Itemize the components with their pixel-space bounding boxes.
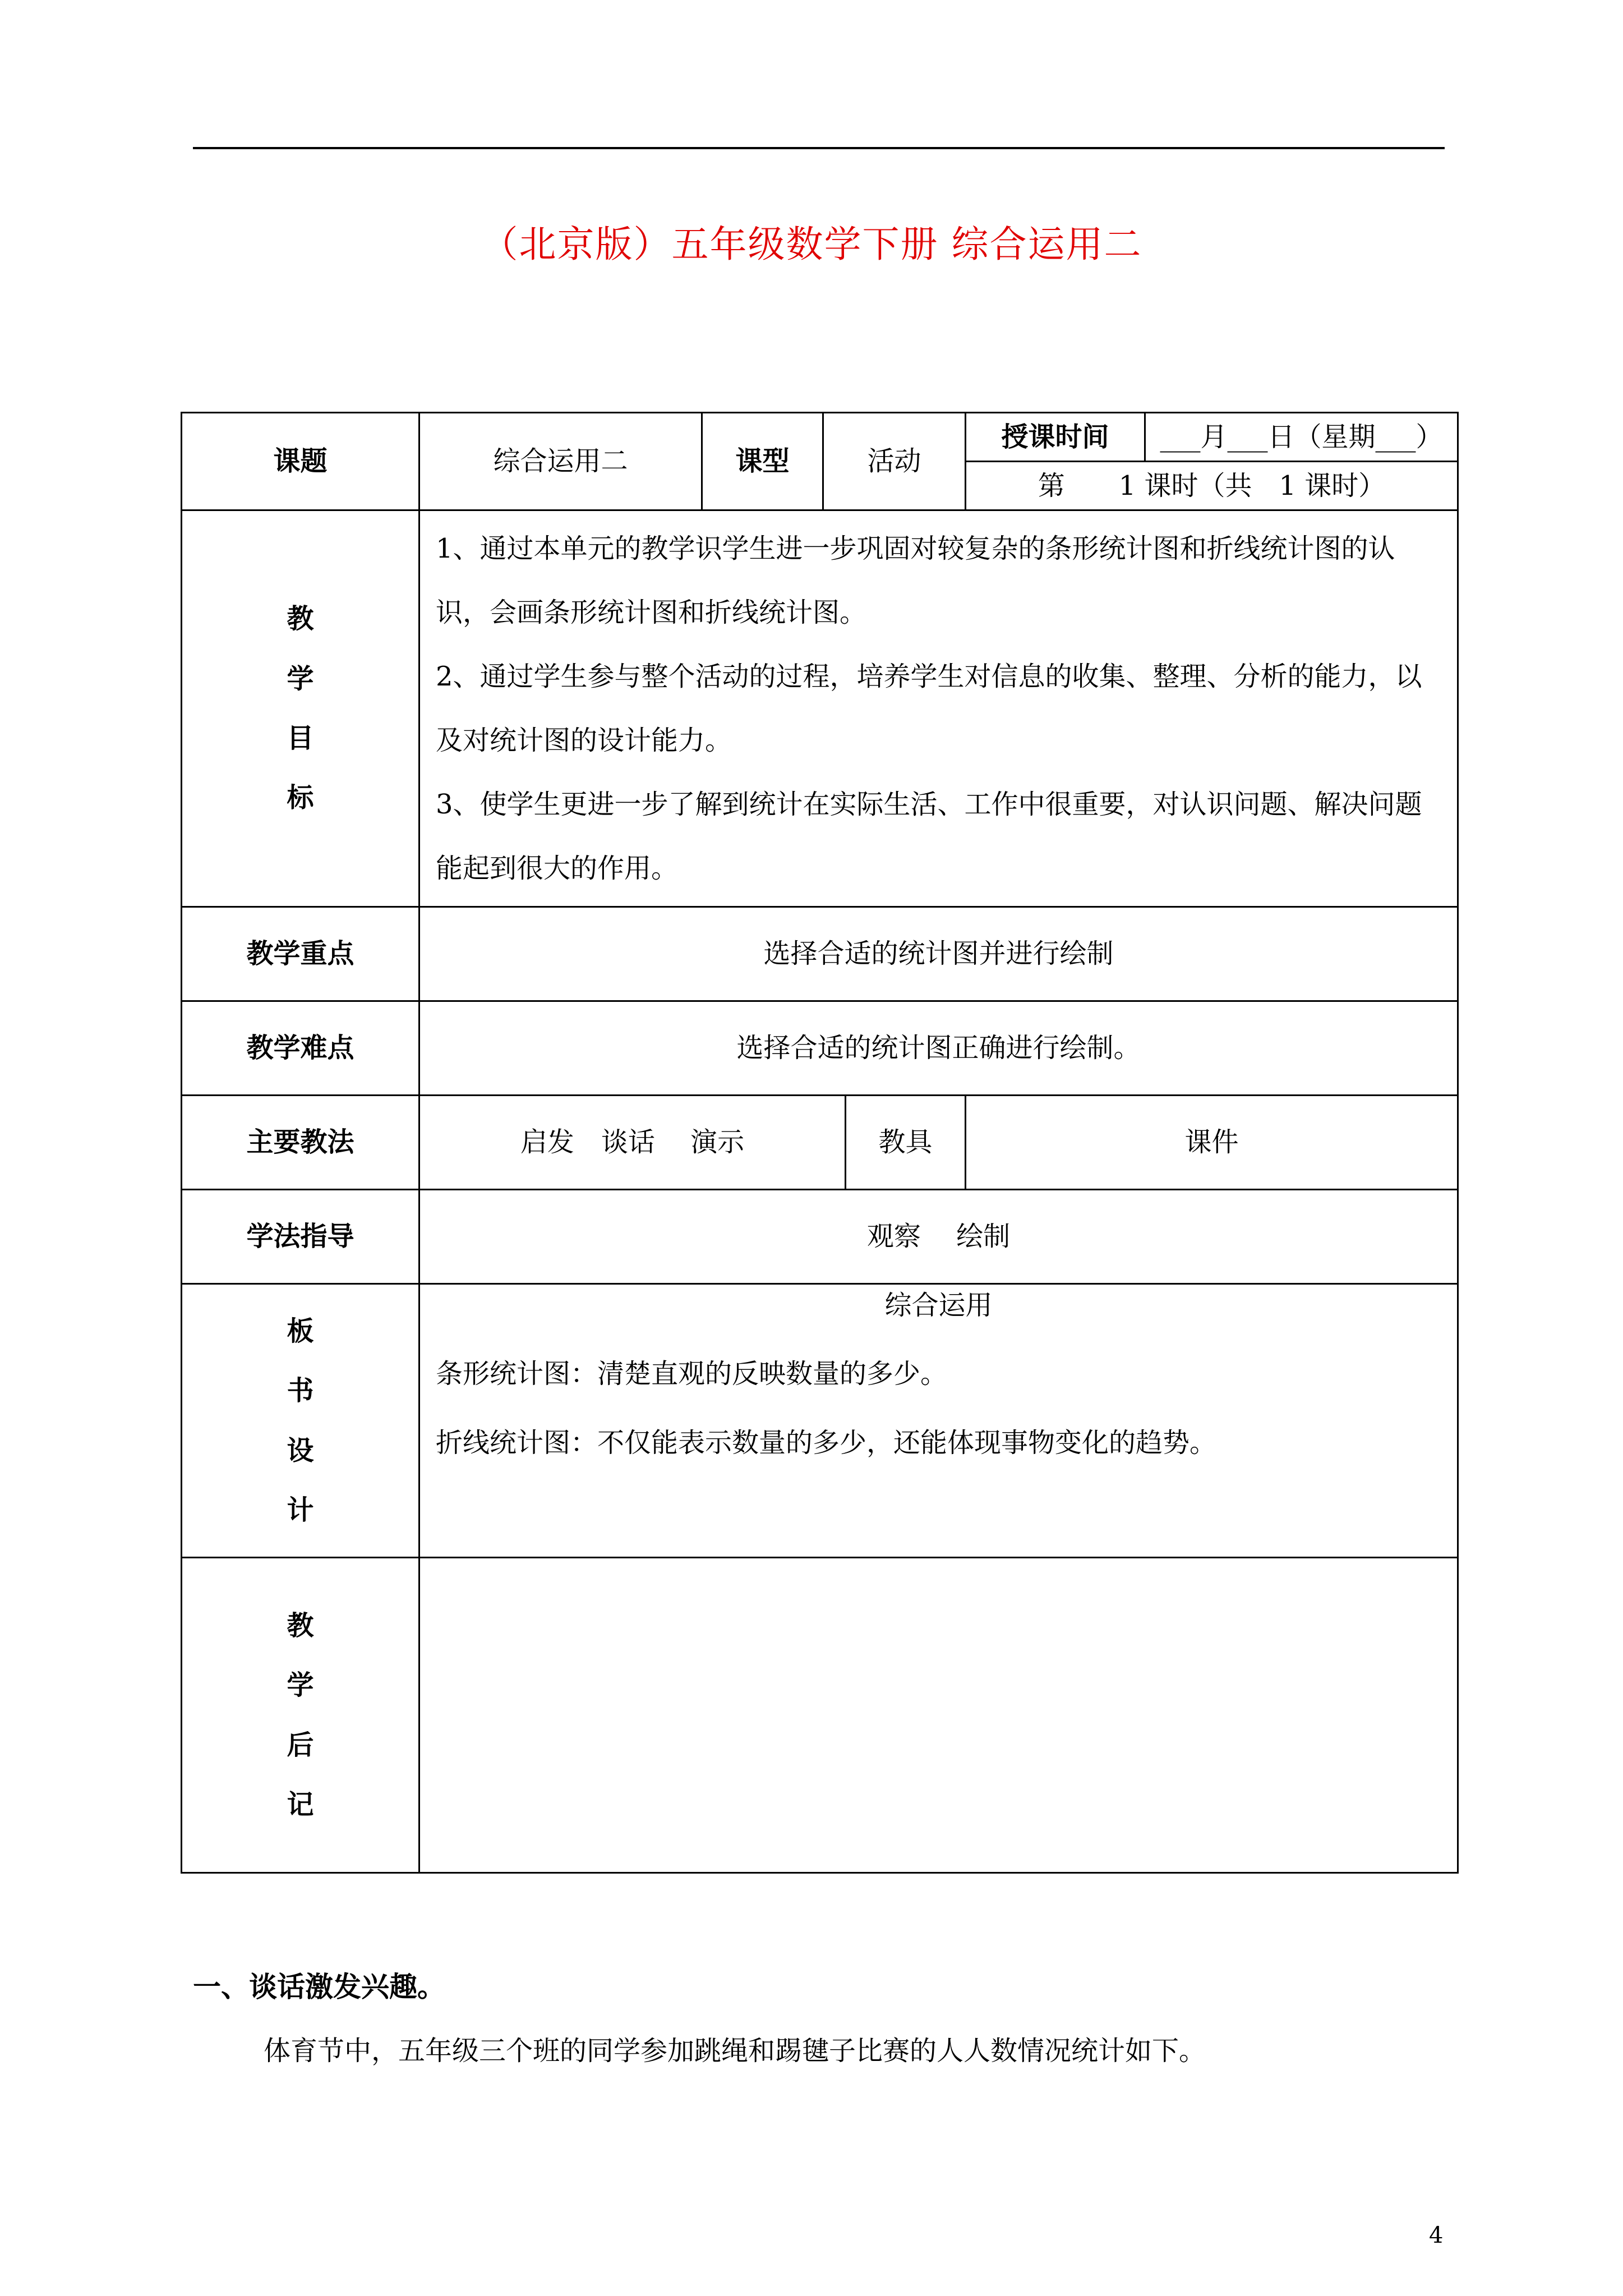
- board-label-char: 设: [287, 1434, 314, 1466]
- type-label: 课型: [702, 413, 823, 510]
- objective-item: 3、使学生更进一步了解到统计在实际生活、工作中很重要，对认识问题、解决问题能起到很大的作用。: [436, 789, 1422, 884]
- key-points-value: 选择合适的统计图并进行绘制: [419, 907, 1458, 1001]
- objective-item: 2、通过学生参与整个活动的过程，培养学生对信息的收集、整理、分析的能力，以及对统计图的设计能力。: [436, 661, 1422, 756]
- time-label: 授课时间: [966, 413, 1145, 462]
- reflection-content: [419, 1558, 1458, 1873]
- reflection-label-char: 记: [287, 1788, 314, 1820]
- aids-label: 教具: [846, 1096, 966, 1190]
- board-label-char: 书: [287, 1375, 314, 1407]
- key-points-label: 教学重点: [182, 907, 419, 1001]
- board-content: [419, 1284, 1458, 1558]
- methods-label: 主要教法: [182, 1096, 419, 1190]
- time-value: ___月___日（星期___）: [1145, 413, 1458, 462]
- topic-value: 综合运用二: [419, 413, 702, 510]
- objectives-label: [182, 510, 419, 907]
- header-rule: [193, 147, 1445, 149]
- board-label-char: 板: [287, 1315, 314, 1347]
- methods-value: 启发 谈话 演示: [419, 1096, 846, 1190]
- type-value: 活动: [823, 413, 966, 510]
- difficulty-label: 教学难点: [182, 1001, 419, 1096]
- study-value: 观察 绘制: [419, 1190, 1458, 1284]
- difficulty-value: 选择合适的统计图正确进行绘制。: [419, 1001, 1458, 1096]
- lesson-plan-table: [181, 412, 1459, 1874]
- reflection-label-char: 后: [287, 1729, 314, 1761]
- section-text: 体育节中，五年级三个班的同学参加跳绳和踢毽子比赛的人人数情况统计如下。: [264, 2035, 1206, 2067]
- reflection-label: [182, 1558, 419, 1873]
- period-value: 第 1 课时（共 1 课时）: [966, 462, 1458, 510]
- section-heading: 一、谈话激发兴趣。: [193, 1971, 445, 2003]
- document-title: （北京版）五年级数学下册 综合运用二: [481, 223, 1142, 266]
- objectives-label-char: 教: [287, 603, 314, 635]
- objective-item: 1、通过本单元的教学识学生进一步巩固对较复杂的条形统计图和折线统计图的认识，会画条形统计图和折线统计图。: [436, 533, 1395, 628]
- board-label: [182, 1284, 419, 1558]
- page-number: 4: [1429, 2223, 1444, 2248]
- objectives-label-char: 标: [287, 782, 314, 814]
- aids-value: 课件: [966, 1096, 1458, 1190]
- board-line: 折线统计图：不仅能表示数量的多少，还能体现事物变化的趋势。: [436, 1427, 1217, 1458]
- objectives-label-char: 目: [287, 723, 314, 754]
- reflection-label-char: 学: [287, 1669, 314, 1701]
- board-title: 综合运用: [884, 1290, 993, 1321]
- topic-label: 课题: [182, 413, 419, 510]
- objectives-label-char: 学: [287, 662, 314, 694]
- objectives-content: [419, 510, 1458, 907]
- reflection-label-char: 教: [287, 1609, 314, 1641]
- board-line: 条形统计图：清楚直观的反映数量的多少。: [436, 1358, 948, 1390]
- board-label-char: 计: [287, 1494, 314, 1526]
- study-label: 学法指导: [182, 1190, 419, 1284]
